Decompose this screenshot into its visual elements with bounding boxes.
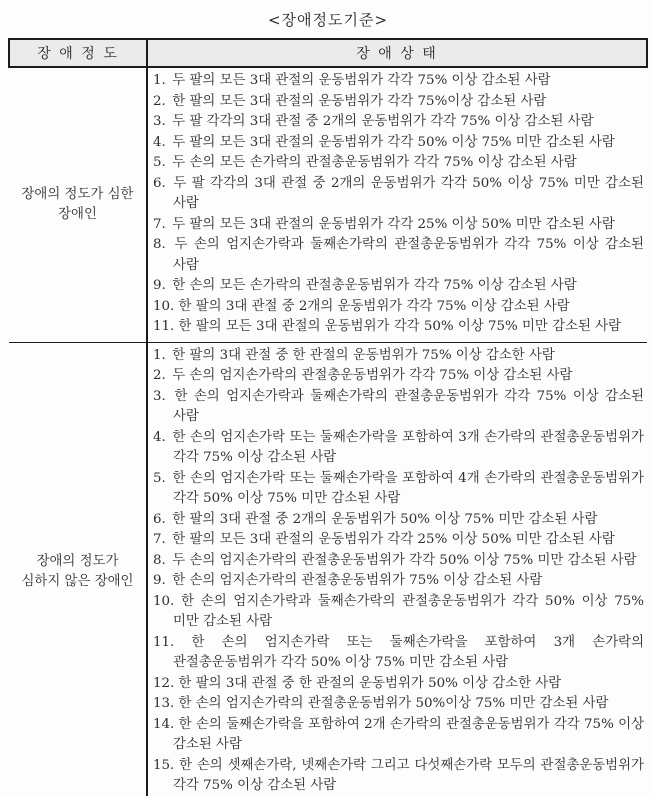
item-number: 2. <box>153 368 166 383</box>
criteria-item: 11. 한 손의 엄지손가락 또는 둘째손가락을 포함하여 3개 손가락의 관절총운동범위가 각각 50% 이상 75% 미만 감소된 사람 <box>153 634 644 670</box>
criteria-item: 7. 두 팔의 모든 3대 관절의 운동범위가 각각 25% 이상 50% 미만 감소된 사람 <box>153 215 644 236</box>
criteria-item: 1. 두 팔의 모든 3대 관절의 운동범위가 각각 75% 이상 감소된 사람 <box>153 71 644 92</box>
item-number: 8. <box>153 237 166 252</box>
item-number: 6. <box>153 511 166 527</box>
criteria-item: 4. 한 손의 엄지손가락 또는 둘째손가락을 포함하여 3개 손가락의 관절총운동범위가 각각 75% 이상 감소된 사람 <box>153 429 644 465</box>
criteria-item: 14. 한 손의 둘째손가락을 포함하여 2개 손가락의 관절총운동범위가 각각 75% 이상 감소된 사람 <box>153 716 644 752</box>
item-number: 10. <box>153 593 175 609</box>
item-number: 15. <box>153 757 175 773</box>
criteria-item: 6. 한 팔의 3대 관절 중 2개의 운동범위가 50% 이상 75% 미만 감소된 사람 <box>153 510 644 531</box>
criteria-item: 9. 한 손의 모든 손가락의 관절총운동범위가 각각 75% 이상 감소된 사람 <box>153 276 644 297</box>
item-number: 11. <box>153 319 175 334</box>
item-number: 1. <box>153 73 166 88</box>
degree-line: 장애인 <box>58 206 97 222</box>
criteria-item: 5. 두 손의 모든 손가락의 관절총운동범위가 각각 75% 이상 감소된 사람 <box>153 153 644 174</box>
state-cell <box>147 342 647 796</box>
item-number: 9. <box>153 573 166 588</box>
item-number: 4. <box>153 134 166 150</box>
degree-cell <box>9 342 147 796</box>
criteria-item: 15. 한 손의 셋째손가락, 넷째손가락 그리고 다섯째손가락 모두의 관절총운동범위가 각각 75% 이상 감소된 사람 <box>153 757 644 793</box>
item-number: 11. <box>153 634 175 650</box>
item-number: 13. <box>153 696 175 711</box>
criteria-item: 7. 한 팔의 모든 3대 관절의 운동범위가 각각 25% 이상 50% 미만 감소된 사람 <box>153 530 644 551</box>
item-number: 5. <box>153 470 166 486</box>
item-number: 5. <box>153 155 166 170</box>
criteria-item: 8. 두 손의 엄지손가락과 둘째손가락의 관절총운동범위가 각각 75% 이상 감소된 사람 <box>153 237 644 273</box>
item-number: 12. <box>153 675 175 691</box>
column-header-state: 장 애 상 태 <box>147 39 647 67</box>
item-number: 8. <box>153 552 166 568</box>
item-number: 6. <box>153 175 166 191</box>
item-number: 4. <box>153 429 166 445</box>
table-row <box>9 67 647 342</box>
criteria-item: 1. 한 팔의 3대 관절 중 한 관절의 운동범위가 75% 이상 감소한 사람 <box>153 346 644 367</box>
criteria-item: 5. 한 손의 엄지손가락 또는 둘째손가락을 포함하여 4개 손가락의 관절총운동범위가 각각 50% 이상 75% 미만 감소된 사람 <box>153 470 644 506</box>
criteria-item: 9. 한 손의 엄지손가락의 관절총운동범위가 75% 이상 감소된 사람 <box>153 571 644 592</box>
state-cell <box>147 67 647 342</box>
criteria-item: 8. 두 손의 엄지손가락의 관절총운동범위가 각각 50% 이상 75% 미만 감소된 사람 <box>153 551 644 572</box>
item-number: 10. <box>153 298 175 314</box>
item-number: 3. <box>153 388 166 404</box>
criteria-item: 6. 두 팔 각각의 3대 관절 중 2개의 운동범위가 각각 50% 이상 75% 미만 감소된 사람 <box>153 175 644 211</box>
item-number: 3. <box>153 114 166 129</box>
degree-line: 심하지 않은 장애인 <box>21 573 134 589</box>
item-number: 7. <box>153 216 166 232</box>
item-number: 14. <box>153 716 175 732</box>
criteria-list <box>153 71 644 338</box>
item-number: 9. <box>153 278 166 293</box>
criteria-item: 10. 한 손의 엄지손가락과 둘째손가락의 관절총운동범위가 각각 50% 이상 75% 미만 감소된 사람 <box>153 593 644 629</box>
table-title: <장애정도기준> <box>267 11 389 29</box>
item-number: 1. <box>153 347 166 363</box>
disability-criteria-table <box>8 38 648 796</box>
criteria-list <box>153 346 644 796</box>
item-number: 2. <box>153 93 166 109</box>
criteria-item: 3. 두 팔 각각의 3대 관절 중 2개의 운동범위가 각각 75% 이상 감소된 사람 <box>153 112 644 133</box>
table-row <box>9 342 647 796</box>
table-body <box>9 67 647 796</box>
degree-line: 장애의 정도가 <box>36 553 119 569</box>
criteria-item: 13. 한 손의 엄지손가락의 관절총운동범위가 50%이상 75% 미만 감소된 사람 <box>153 694 644 715</box>
degree-line: 장애의 정도가 심한 <box>21 186 134 202</box>
criteria-item: 3. 한 손의 엄지손가락과 둘째손가락의 관절총운동범위가 각각 75% 이상 감소된 사람 <box>153 388 644 424</box>
column-header-degree: 장 애 정 도 <box>9 39 147 67</box>
criteria-item: 2. 두 손의 엄지손가락의 관절총운동범위가 각각 75% 이상 감소된 사람 <box>153 366 644 387</box>
criteria-item: 2. 한 팔의 모든 3대 관절의 운동범위가 각각 75%이상 감소된 사람 <box>153 92 644 113</box>
criteria-item: 4. 두 팔의 모든 3대 관절의 운동범위가 각각 50% 이상 75% 미만 감소된 사람 <box>153 133 644 154</box>
criteria-item: 12. 한 팔의 3대 관절 중 한 관절의 운동범위가 50% 이상 감소한 사람 <box>153 674 644 695</box>
degree-cell <box>9 67 147 342</box>
criteria-item: 10. 한 팔의 3대 관절 중 2개의 운동범위가 각각 75% 이상 감소된 사람 <box>153 297 644 318</box>
criteria-item: 11. 한 팔의 모든 3대 관절의 운동범위가 각각 50% 이상 75% 미만 감소된 사람 <box>153 317 644 338</box>
header-row <box>9 39 647 67</box>
item-number: 7. <box>153 532 166 547</box>
